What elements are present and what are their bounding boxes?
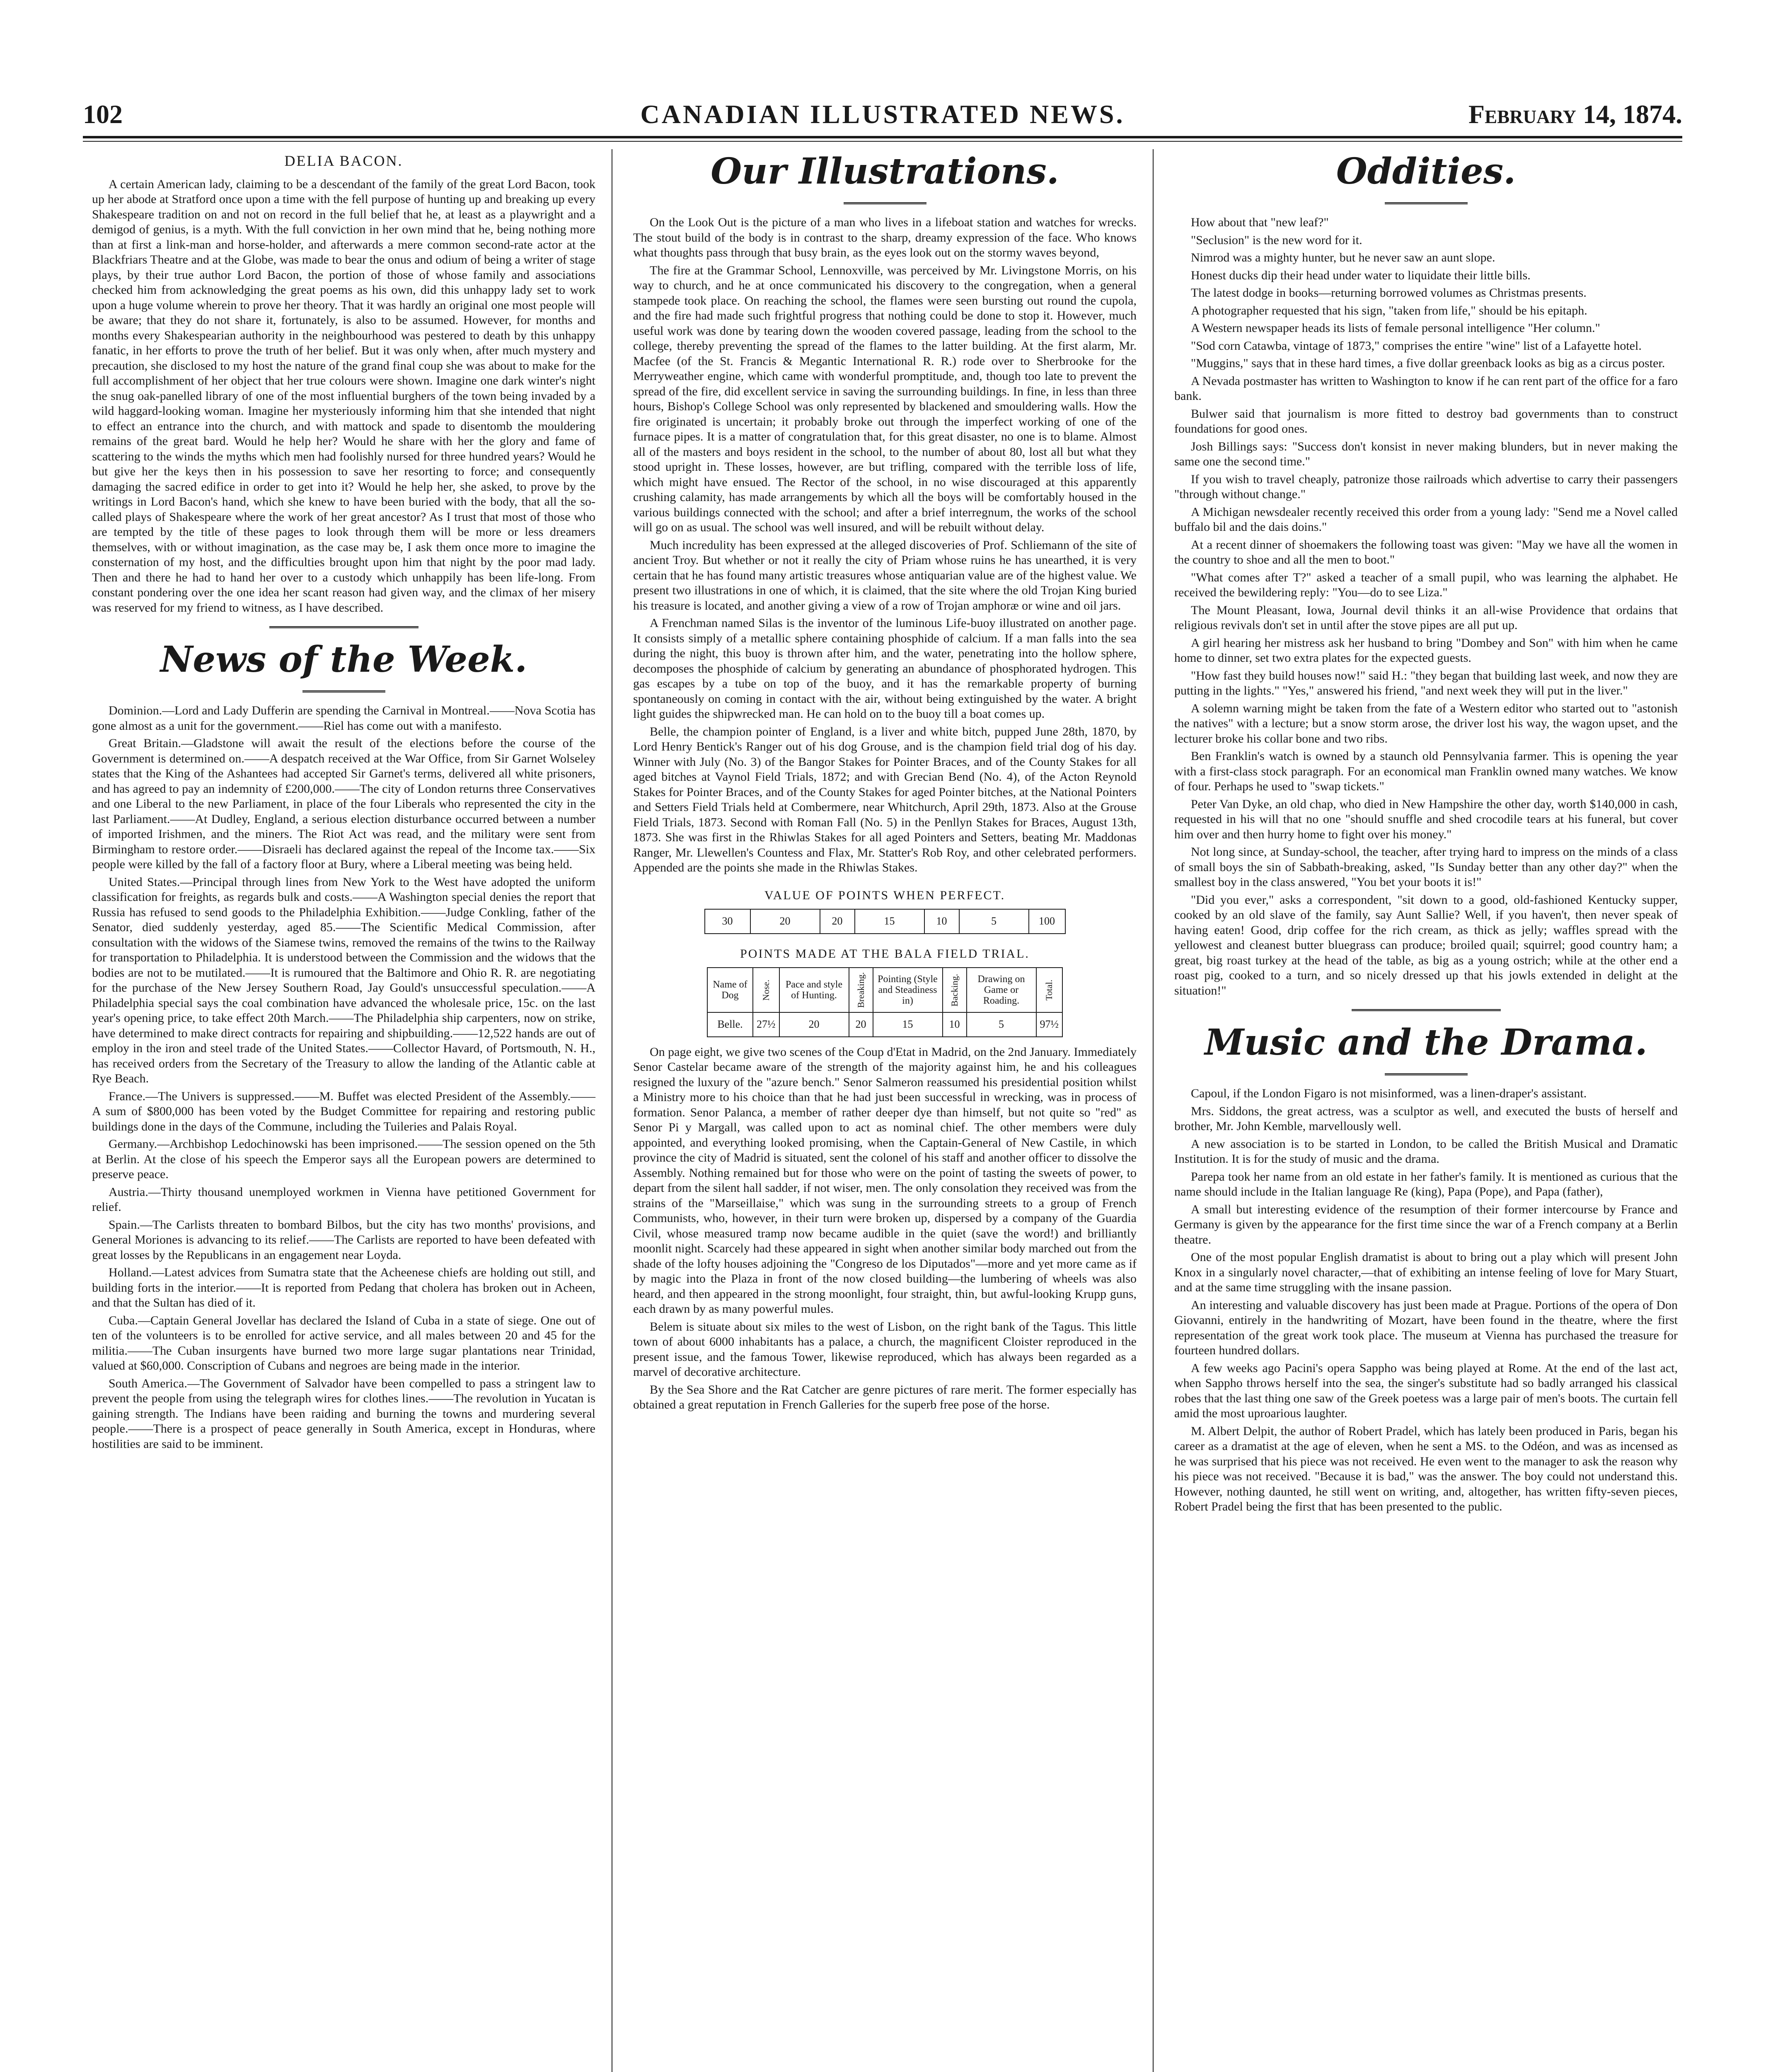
music-item: A small but interesting evidence of the resumption of their former intercourse by France and Germany is given by the appearance for the first time since the war of a French company at a Berlin theatre. — [1174, 1202, 1678, 1247]
table-row — [707, 1012, 1062, 1037]
oddities-item: How about that "new leaf?" — [1191, 215, 1329, 229]
illustrations-belle: Belle, the champion pointer of England, is a liver and white bitch, pupped June 28th, 1870, by Lord Henry Bentick's Ranger out of his dog Grouse, and is the champion field trial dog of his day. Winner with July (No. 3) of the Bangor Stakes for Pointer Braces, and of the County Stakes for all aged bitches at Vaynol Field Trials, 1872; and with Grecian Bend (No. 4), of the Acton Reynold Stakes for Pointer Braces, and of the County Stakes for aged Pointer bitches, at the National Pointers and Setters Field Trials held at Combermere, near Whitchurch, April 29th, 1873. Also at the Grouse Field Trials, 1873. Second with Roman Fall (No. 5) in the Penllyn Stakes for Braces, August 13th, 1873. She was first in the Rhiwlas Stakes for all aged Pointers and Setters, beating Mr. Maddonas Ranger, Mr. Llewellen's Countess and Flax, Mr. Statter's Rob Roy, and other celebrated performers. Appended are the points she made in the Rhiwlas Stakes. — [633, 724, 1137, 874]
table-row — [705, 909, 1065, 934]
vertical-header: Backing. — [949, 973, 960, 1007]
music-item: Mrs. Siddons, the great actress, was a sculptor as well, and executed the busts of herself and brother, Mr. John Kemble, marvellously well. — [1174, 1104, 1678, 1133]
music-item: Parepa took her name from an old estate in her father's family. It is mentioned as curious that the name should include in the Italian language Re (king), Papa (Pope), and Papa (father), — [1174, 1169, 1678, 1198]
section-separator — [302, 690, 385, 692]
oddities-item: Bulwer said that journalism is more fitted to destroy bad governments than to construct foundations for good ones. — [1174, 407, 1678, 436]
news-austria: Austria.—Thirty thousand unemployed workmen in Vienna have petitioned Government for relief. — [92, 1185, 595, 1214]
oddities-item: If you wish to travel cheaply, patronize those railroads which advertise to carry their passengers "through without change." — [1174, 472, 1678, 501]
oddities-item: "What comes after T?" asked a teacher of a small pupil, who was learning the alphabet. He received the bewildering reply: "You—do to see Liza." — [1174, 570, 1678, 599]
section-separator — [844, 202, 926, 204]
page-number: 102 — [83, 99, 123, 129]
table-cell: 100 — [1029, 909, 1065, 934]
section-separator — [1352, 1009, 1501, 1011]
column-rule-2 — [1153, 149, 1154, 2072]
oddities-item: Josh Billings says: "Success don't konsist in never making blunders, but in never making the same one the second time." — [1174, 439, 1678, 468]
column-1 — [92, 149, 595, 1454]
table-cell: 15 — [873, 1012, 943, 1037]
news-germany: Germany.—Archbishop Ledochinowski has been imprisoned.——The session opened on the 5th at Berlin. At the close of his speech the Emperor says all the European powers are determined to preserve peace. — [92, 1137, 595, 1181]
table-header — [1036, 968, 1063, 1012]
table-header: Pace and style of Hunting. — [779, 968, 849, 1012]
value-of-points-table — [704, 909, 1066, 934]
points-made-table — [707, 967, 1063, 1037]
illustrations-troy: Much incredulity has been expressed at the alleged discoveries of Prof. Schliemann of the site of ancient Troy. But whether or not it really the city of Priam whose ruins he has unearthed, it is very certain that he has found many artistic treasures whose antiquarian value are of the highest value. We present two illustrations in one of which, it is claimed, that the site where the old Trojan King buried his treasure is located, and another giving a view of a row of Trojan amphoræ or wine and oil jars. — [633, 538, 1137, 612]
table-cell: 5 — [967, 1012, 1036, 1037]
delia-bacon-paragraph: A certain American lady, claiming to be a descendant of the family of the great Lord Bacon, took up her abode at Stratford once upon a time with the fell purpose of hunting up and breaking up every Shakespeare tradition on and not on record in the full belief that he, at least as a playwright and a demigod of genius, is a myth. With the full conviction in her own mind that he, being nothing more than at first a link-man and horse-holder, and afterwards a mere common second-rate actor at the Blackfriars Theatre and at the Globe, was made to bear the onus and odium of being a writer of stage plays, by their true author Lord Bacon, the portion of those of whose family and associations checked him from acknowledging the great poems as his own, did this unhappy lady set to work upon a huge volume wherein to prove her theory. That it was hardly an original one most people will be aware; that they do not share it, fortunately, is also to be assumed. However, for months and months every Shakespearian authority in the neighbourhood was pestered to death by this unhappy fanatic, in her efforts to prove the truth of her belief. But it was only when, after much mystery and precaution, she disclosed to my host the nature of the grand final coup she was about to make for the full accomplishment of her object that her true colours were shown. Imagine one dark winter's night the snug oak-panelled library of one of the most influential burghers of the town being invaded by a wild haggard-looking woman. Imagine her mysteriously informing him that she intended that night to effect an entrance into the church, and with mattock and spade to disentomb the mouldering remains of the great bard. Would he help her? Would he share with her the glory and fame of scattering to the winds the myths which men had foolishly nursed for three hundred years? Would he but give her the keys then in his possession to save her resorting to force; and consequently damaging the sacred edifice in order to get into it? Would he help her, she asked, to prove by the writings in Lord Bacon's hand, which she knew to have been buried with the body, that all the so-called plays of Shakespeare where the work of her great ancestor? As I trust that most of those who are tempted by the title of these pages to look through them will be more or less dreamers themselves, with or without imagination, as the case may be, I ask them once more to imagine the consternation of my host, and the difficulties brought upon him that night by the poor mad lady. Then and there he had to hand her over to a custody which unhappily has been life-long. From constant pondering over the one idea her scant reason had given way, and the climax of her misery was reserved for my friend to witness, as I have described. — [92, 177, 595, 615]
vertical-header: Breaking. — [855, 972, 866, 1008]
table-header — [849, 968, 873, 1012]
oddities-item: Not long since, at Sunday-school, the teacher, after trying hard to impress on the minds of a class of small boys the sin of Sabbath-breaking, asked, "Is Sunday better than any other day?" when the smallest boy in the class answered, "You bet your boots it is!" — [1174, 845, 1678, 889]
issue-date: February 14, 1874. — [1468, 99, 1682, 129]
illustrations-sea-shore: By the Sea Shore and the Rat Catcher are genre pictures of rare merit. The former especially has obtained a great reputation in French Galleries for the superb free pose of the horse. — [633, 1382, 1137, 1412]
value-table-title: VALUE OF POINTS WHEN PERFECT. — [764, 888, 1006, 902]
news-spain: Spain.—The Carlists threaten to bombard Bilbos, but the city has two months' provisions, and General Moriones is advancing to its relief.——The Carlists are reported to have been defeated with great losses by the Republicans in an engagement near Loyda. — [92, 1218, 595, 1262]
oddities-item: "Seclusion" is the new word for it. — [1191, 233, 1362, 247]
section-separator — [1385, 202, 1468, 204]
oddities-item: Ben Franklin's watch is owned by a staunch old Pennsylvania farmer. This is opening the year with a first-class stock paragraph. For an economical man Franklin owned many watches. We know of four. Perhaps he used to "swap tickets." — [1174, 749, 1678, 793]
illustrations-belem: Belem is situate about six miles to the west of Lisbon, on the right bank of the Tagus. This little town of about 6000 inhabitants has a palace, a church, the magnificent Cloister reproduced in the present issue, and the famous Tower, likewise reproduced, which has always been regarded as a marvel of decorative architecture. — [633, 1319, 1137, 1379]
table-cell: 27½ — [753, 1012, 779, 1037]
oddities-item: A girl hearing her mistress ask her husband to bring "Dombey and Son" with him when he came home to dinner, set two extra plates for the expected guests. — [1174, 636, 1678, 665]
oddities-item: A Michigan newsdealer recently received this order from a young lady: "Send me a Novel called buffalo bil and the dais doins." — [1174, 505, 1678, 534]
column-2 — [633, 149, 1137, 1415]
news-cuba: Cuba.—Captain General Jovellar has declared the Island of Cuba in a state of siege. One out of ten of the volunteers is to be enrolled for active service, and all males between 20 and 45 for the militia.——The Cuban insurgents have burned two more large sugar plantations near Trinidad, valued at $60,000. Conscription of Cubans and negroes are being made in the interior. — [92, 1313, 595, 1372]
column-3 — [1174, 149, 1678, 1517]
table-cell: 20 — [750, 909, 820, 934]
table-cell: 10 — [924, 909, 959, 934]
table-cell: 5 — [959, 909, 1029, 934]
music-item: One of the most popular English dramatist is about to bring out a play which will present John Knox in a singularly novel character,—that of exhibiting an intense feeling of love for Mary Stuart, and at the same time struggling with the insane passion. — [1174, 1250, 1678, 1294]
vertical-header: Nose. — [760, 979, 771, 1001]
oddities-title: Oddities. — [1336, 150, 1516, 192]
vertical-header: Total. — [1044, 979, 1055, 1001]
masthead-rule-thick — [83, 136, 1682, 138]
oddities-item: Peter Van Dyke, an old chap, who died in New Hampshire the other day, worth $140,000 in cash, requested in his will that no one "should snuffle and shed crocodile tears at his funeral, but cover him over and then hurry home to fight over his money." — [1174, 797, 1678, 841]
table-cell: 10 — [943, 1012, 967, 1037]
music-and-drama-title: Music and the Drama. — [1205, 1021, 1647, 1063]
oddities-item: The latest dodge in books—returning borrowed volumes as Christmas presents. — [1191, 286, 1587, 300]
music-item: A few weeks ago Pacini's opera Sappho was being played at Rome. At the end of the last act, when Sappho throws herself into the sea, the singer's substitute had so badly arranged his classical robes that the last thing one saw of the Greek poetess was a large pair of men's boots. The curtain fell amid the most uproarious laughter. — [1174, 1361, 1678, 1420]
paper-title: CANADIAN ILLUSTRATED NEWS. — [640, 99, 1125, 129]
news-south-america: South America.—The Government of Salvador have been compelled to pass a stringent law to prevent the people from using the telegraph wires for clothes lines.——The revolution in Yucatan is gaining strength. The Indians have been raiding and burning the towns and murdering several people.——There is a prospect of peace generally in South America, except in Honduras, where hostilities are said to be imminent. — [92, 1376, 595, 1451]
oddities-item: A photographer requested that his sign, "taken from life," should be his epitaph. — [1191, 303, 1587, 317]
music-item: A new association is to be started in London, to be called the British Musical and Dramatic Institution. It is for the study of music and the drama. — [1174, 1137, 1678, 1166]
illustrations-coup-detat: On page eight, we give two scenes of the Coup d'Etat in Madrid, on the 2nd January. Immediately Senor Castelar became aware of the strength of the majority against him, he and his colleagues resigned the luxury of the "azure bench." Senor Salmeron reassumed his presidential position whilst a Ministry more to his choice than that he had just been successful in wrecking, was in process of formation. Senor Palanca, a member of rather deeper dye than himself, but not quite so "red" as Senor Pi y Margall, was called upon to act as nominal chief. The other members were duly appointed, and everything looked promising, when the Captain-General of New Castile, in which province the city of Madrid is situated, sent the colonel of his staff and another officer to dissolve the Assembly. Nothing remained but for those who were on the point of tasting the sweets of power, to depart from the silent hall sadder, if not wiser, men. The only consolation they received was from the strains of the "Marseillaise," which was sung in the surrounding streets to a group of French Communists, who, however, in their turn were broken up, dispersed by a company of the Guardia Civil, whose measured tramp now became audible in the quiet (save the word!) and brilliantly moonlit night. Scarcely had these appeared in sight when another similar body marched out from the shade of the lofty houses adjoining the "Congreso de los Diputados"—more and yet more came as if by magic into the Plaza in front of the now closed building—the lumbering of wheels was also heard, and then appeared in the strong moonlight, four straight, thin, but awful-looking Krupp guns, each drawn by as many powerful mules. — [633, 1045, 1137, 1316]
news-united-states: United States.—Principal through lines from New York to the West have adopted the uniform classification for freights, as regards bulk and costs.——A Washington special denies the report that Russia has refused to send goods to the Philadelphia Exhibition.——Judge Conkling, father of the Senator, died suddenly yesterday, aged 85.——The Scientific Medical Commission, after consultation with the widows of the Siamese twins, removed the remains of the twins to the Railway for transportation to Philadelphia. It is understood between the Commission and the widows that the bodies are not to be mutilated.——It is rumoured that the Baltimore and Ohio R. R. are negotiating for the purchase of the New Jersey Southern Road, Jay Gould's unsuccessful speculation.——A Philadelphia special says the coal combination have advanced the wholesale price, 15c. on the last year's opening price, to take effect 20th March.——The Philadelphia ship carpenters, now on strike, have determined to make direct contracts for repairing and shipbuilding.——12,522 hands are out of employ in the iron and steel trade of the United States.——Collector Havard, of Portsmouth, N. H., has received orders from the Secretary of the Treasury to allow the landing of the Atlantic cable at Rye Beach. — [92, 875, 595, 1085]
illustrations-grammar-school: The fire at the Grammar School, Lennoxville, was perceived by Mr. Livingstone Morris, on his way to church, and he at once communicated his discovery to the congregation, when a general stampede took place. On reaching the school, the flames were seen bursting out round the cupola, and the fire had made such frightful progress that nothing could be done to stop it. However, much useful work was done by tearing down the wooden covered passage, leading from the school to the college, thereby preventing the spread of the flames to the latter building. At the first alarm, Mr. Macfee (of the St. Francis & Megantic International R. R.) rode over to Sherbrooke for the Merryweather engine, which came with wonderful promptitude, and, though too late to prevent the spread of the fire, did excellent service in saving the surrounding buildings. In fine, in less than three hours, Bishop's College School was only represented by blackened and smouldering walls. How the fire originated is uncertain; it probably broke out through the imperfect working of one of the furnace pipes. It is a matter of congratulation that, for this great disaster, no one is to blame. Almost all of the masters and boys resident in the school, to the number of about 80, lost all but what they stood upright in. These losses, however, are but trifling, compared with the terrible loss of life, which might have ensued. The Rector of the school, in no wise discouraged at this apparently crushing calamity, has made arrangements by which all the boys will be comfortably housed in the various buildings connected with the school; and after a brief interregnum, the works of the school will go on as usual. The school was well insured, and will be rebuilt without delay. — [633, 263, 1137, 534]
table-cell: Belle. — [707, 1012, 753, 1037]
oddities-item: "How fast they build houses now!" said H.: "they began that building last week, and now they are putting in the lights." "Yes," answered his friend, "and next week they will put in the liver." — [1174, 668, 1678, 697]
points-table-title: POINTS MADE AT THE BALA FIELD TRIAL. — [740, 946, 1030, 961]
oddities-item: Nimrod was a mighty hunter, but he never saw an aunt slope. — [1191, 251, 1495, 264]
oddities-item: A Nevada postmaster has written to Washington to know if he can rent part of the office for a faro bank. — [1174, 374, 1678, 403]
illustrations-look-out: On the Look Out is the picture of a man who lives in a lifeboat station and watches for wrecks. The stout build of the body is in contrast to the sharp, dreamy expression of the face. Who knows what thoughts pass through that busy brain, as the eyes look out on the stormy waves beyond, — [633, 215, 1137, 259]
news-great-britain: Great Britain.—Gladstone will await the result of the elections before the course of the Government is determined on.——A despatch received at the War Office, from Sir Garnet Wolseley states that the King of the Ashantees had accepted Sir Garnet's terms, delivered all white prisoners, and has agreed to pay an indemnity of £200,000.——The city of London returns three Conservatives and one Liberal to the new Parliament, in place of the four Liberals who represented the city in the last Parliament.——At Dudley, England, a serious election disturbance occurred between a number of imported Irishmen, and the miners. The Riot Act was read, and the military were sent from Birmingham to restore order.——Disraeli has declared against the repeal of the Income tax.——Six people were killed by the fall of a factory floor at Bury, where a Liberal meeting was being held. — [92, 736, 595, 871]
oddities-item: At a recent dinner of shoemakers the following toast was given: "May we have all the women in the country to shoe and all the men to boot." — [1174, 537, 1678, 566]
table-header: Drawing on Game or Roading. — [967, 968, 1036, 1012]
music-item: Capoul, if the London Figaro is not misinformed, was a linen-draper's assistant. — [1191, 1087, 1587, 1100]
table-header: Pointing (Style and Steadiness in) — [873, 968, 943, 1012]
illustrations-life-buoy: A Frenchman named Silas is the inventor of the luminous Life-buoy illustrated on another page. It consists simply of a metallic sphere containing phosphide of calcium. If a man falls into the sea during the night, this buoy is thrown after him, and the water, penetrating into the hollow sphere, decomposes the phosphide of calcium by generating an abundance of phosphorated hydrogen. This gas escapes by a tube on top of the buoy, and it has the remarkable property of burning spontaneously on coming in contact with the air, without being extinguished by the water. A bright light guides the shipwrecked man. He can hold on to the buoy till a boat comes up. — [633, 616, 1137, 721]
table-cell: 20 — [779, 1012, 849, 1037]
table-header: Name of Dog — [707, 968, 753, 1012]
section-separator — [1385, 1073, 1468, 1075]
music-item: M. Albert Delpit, the author of Robert Pradel, which has lately been produced in Paris, began his career as a dramatist at the age of eleven, when he sent a MS. to the Odéon, and was as incensed as he was surprised that his piece was not received. He even went to the manager to ask the reason why his piece was not received. "Because it is bad," was the answer. The boy could not understand this. However, nothing daunted, he still went on writing, and, altogether, has written fifty-seven pieces, Robert Pradel being the first that has been presented to the public. — [1174, 1424, 1678, 1513]
oddities-item: "Muggins," says that in these hard times, a five dollar greenback looks as big as a circus poster. — [1191, 356, 1665, 370]
masthead-rule-thin — [83, 141, 1682, 142]
table-header — [753, 968, 779, 1012]
table-cell: 97½ — [1036, 1012, 1063, 1037]
masthead — [83, 98, 1682, 131]
music-item: An interesting and valuable discovery has just been made at Prague. Portions of the opera of Don Giovanni, entirely in the handwriting of Mozart, have been found in the theatre, where the first representation of the great work took place. The museum at Vienna has purchased the treasure for fourteen hundred dollars. — [1174, 1298, 1678, 1357]
oddities-item: Honest ducks dip their head under water to liquidate their little bills. — [1191, 268, 1531, 282]
table-header — [943, 968, 967, 1012]
news-france: France.—The Univers is suppressed.——M. Buffet was elected President of the Assembly.——A sum of $800,000 has been voted by the Budget Committee for repairing and restoring public buildings done in the days of the Commune, including the Tuileries and Palais Royal. — [92, 1089, 595, 1133]
table-cell: 20 — [820, 909, 855, 934]
oddities-item: A Western newspaper heads its lists of female personal intelligence "Her column." — [1191, 321, 1600, 335]
table-cell: 15 — [855, 909, 924, 934]
oddities-item: "Sod corn Catawba, vintage of 1873," comprises the entire "wine" list of a Lafayette hotel. — [1191, 339, 1642, 353]
oddities-item: A solemn warning might be taken from the fate of a Western editor who started out to "astonish the natives" with a lecture; but a snow storm arose, the driver lost his way, the wagon upset, and the lecturer broke his collar bone and two ribs. — [1174, 701, 1678, 746]
oddities-item: The Mount Pleasant, Iowa, Journal devil thinks it an all-wise Providence that ordains that religious revivals don't set in until after the stove pipes are all put up. — [1174, 603, 1678, 632]
table-header-row — [707, 968, 1062, 1012]
news-dominion: Dominion.—Lord and Lady Dufferin are spending the Carnival in Montreal.——Nova Scotia has gone almost as a unit for the government.——Riel has come out with a manifesto. — [92, 704, 595, 733]
section-separator — [269, 626, 418, 628]
delia-bacon-title: DELIA BACON. — [284, 152, 403, 169]
oddities-item: "Did you ever," asks a correspondent, "sit down to a good, old-fashioned Kentucky supper, cooked by an old slave of the family, say Aunt Sallie? Well, if you haven't, then never speak of having eaten! Good, drip coffee for the rich cream, as thick as jelly; waffles spread with the yellowest and cleanest butter bluegrass can produce; broiled quail; squirrel; good country ham; a great, big roast turkey at the head of the table, as big as a young ostrich; while at the other end a roast pig, cooked to a turn, and so nicely dressed up that his jowls extended in delight at the situation!" — [1174, 893, 1678, 997]
table-cell: 30 — [705, 909, 750, 934]
news-holland: Holland.—Latest advices from Sumatra state that the Acheenese chiefs are holding out still, and building forts in the interior.——It is reported from Pedang that cholera has broken out in Acheen, and that the Sultan has died of it. — [92, 1266, 595, 1310]
our-illustrations-title: Our Illustrations. — [711, 150, 1059, 192]
news-of-the-week-title: News of the Week. — [160, 639, 527, 680]
table-cell: 20 — [849, 1012, 873, 1037]
